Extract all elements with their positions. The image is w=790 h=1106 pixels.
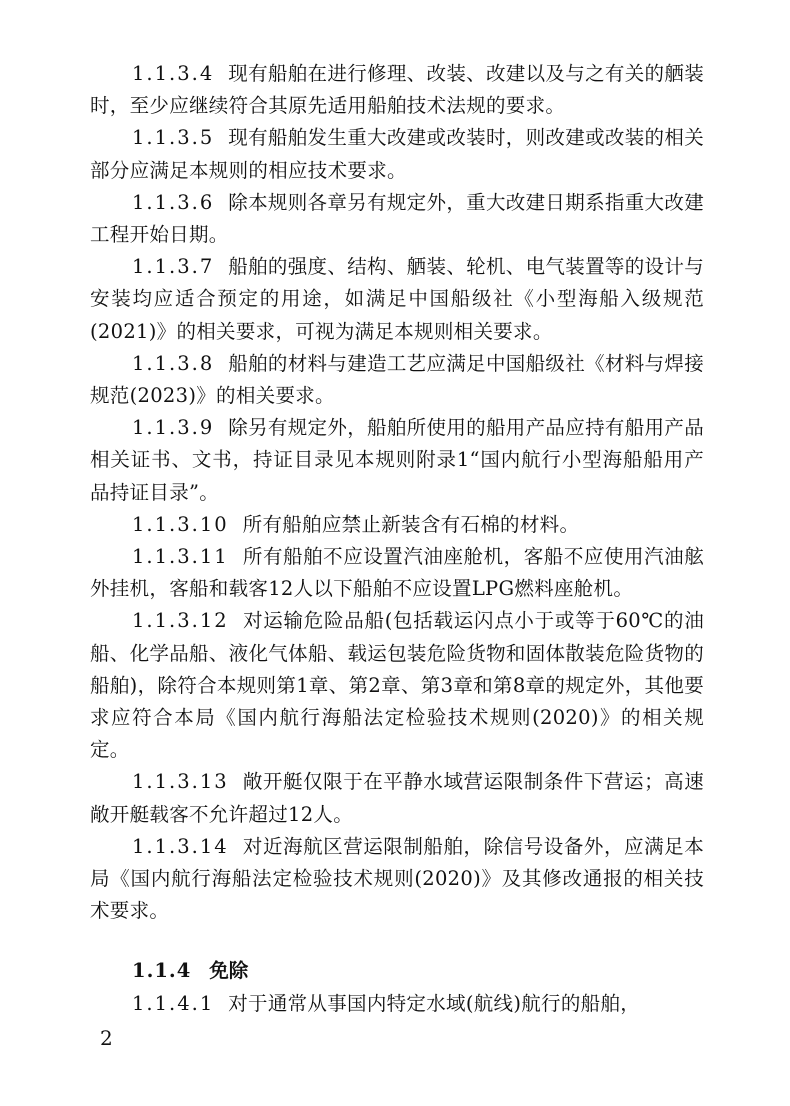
paragraph-1-1-3-12 [90, 605, 704, 766]
paragraph-1-1-4-1 [90, 988, 704, 1020]
clause-number: 1.1.3.6 [132, 190, 215, 214]
clause-number: 1.1.3.12 [132, 609, 229, 633]
clause-number: 1.1.3.14 [132, 834, 229, 858]
paragraph-1-1-3-9 [90, 412, 704, 509]
section-heading [132, 955, 248, 987]
paragraph-1-1-3-14 [90, 831, 704, 928]
body-text [90, 58, 704, 927]
clause-number: 1.1.3.4 [132, 62, 215, 85]
clause-number: 1.1.3.13 [132, 770, 229, 794]
clause-text: 现有船舶在进行修理、改装、改建以及与之有关的舾装时，至少应继续符合其原先适用船舶技术法规的要求。 [90, 62, 704, 118]
section-title: 免除 [209, 959, 249, 982]
page-number: 2 [100, 1026, 113, 1050]
paragraph-1-1-3-8 [90, 348, 704, 412]
clause-text: 敞开艇仅限于在平静水域营运限制条件下营运；高速敞开艇载客不允许超过12人。 [90, 770, 704, 826]
paragraph-1-1-3-13 [90, 766, 704, 830]
clause-text: 所有船舶不应设置汽油座舱机，客船不应使用汽油舷外挂机，客船和载客12人以下船舶不应设置LPG燃料座舱机。 [90, 545, 704, 601]
paragraph-1-1-3-4 [90, 58, 704, 122]
clause-text: 除另有规定外，船舶所使用的船用产品应持有船用产品相关证书、文书，持证目录见本规则附录1“国内航行小型海船船用产品持证目录”。 [90, 416, 704, 504]
clause-text: 除本规则各章另有规定外，重大改建日期系指重大改建工程开始日期。 [90, 190, 704, 247]
paragraph-1-1-3-10 [90, 509, 704, 541]
clause-text: 对近海航区营运限制船舶，除信号设备外，应满足本局《国内航行海船法定检验技术规则(2020)》及其修改通报的相关技术要求。 [90, 834, 704, 923]
clause-number: 1.1.3.10 [132, 512, 229, 536]
clause-text: 对运输危险品船(包括载运闪点小于或等于60℃的油船、化学品船、液化气体船、载运包装危险货物和固体散装危险货物的船舶)，除符合本规则第1章、第2章、第3章和第8章的规定外，其他要求应符合本局《国内航行海船法定检验技术规则(2020)》的相关规定。 [90, 609, 704, 762]
clause-number: 1.1.4.1 [132, 992, 215, 1015]
section-number: 1.1.4 [132, 959, 192, 982]
clause-text: 船舶的材料与建造工艺应满足中国船级社《材料与焊接规范(2023)》的相关要求。 [90, 351, 704, 408]
clause-number: 1.1.3.8 [132, 351, 215, 375]
clause-text: 现有船舶发生重大改建或改装时，则改建或改装的相关部分应满足本规则的相应技术要求。 [90, 126, 704, 182]
clause-text: 对于通常从事国内特定水域(航线)航行的船舶， [228, 992, 641, 1015]
paragraph-1-1-3-5 [90, 122, 704, 186]
clause-number: 1.1.3.7 [132, 255, 215, 279]
clause-number: 1.1.3.9 [132, 416, 215, 440]
clause-number: 1.1.3.11 [132, 545, 229, 569]
paragraph-1-1-3-6 [90, 187, 704, 251]
clause-number: 1.1.3.5 [132, 126, 215, 150]
clause-text: 船舶的强度、结构、舾装、轮机、电气装置等的设计与安装均应适合预定的用途，如满足中国船级社《小型海船入级规范(2021)》的相关要求，可视为满足本规则相关要求。 [90, 255, 704, 343]
clause-text: 所有船舶应禁止新装含有石棉的材料。 [242, 512, 580, 536]
paragraph-1-1-3-7 [90, 251, 704, 348]
paragraph-1-1-3-11 [90, 541, 704, 605]
